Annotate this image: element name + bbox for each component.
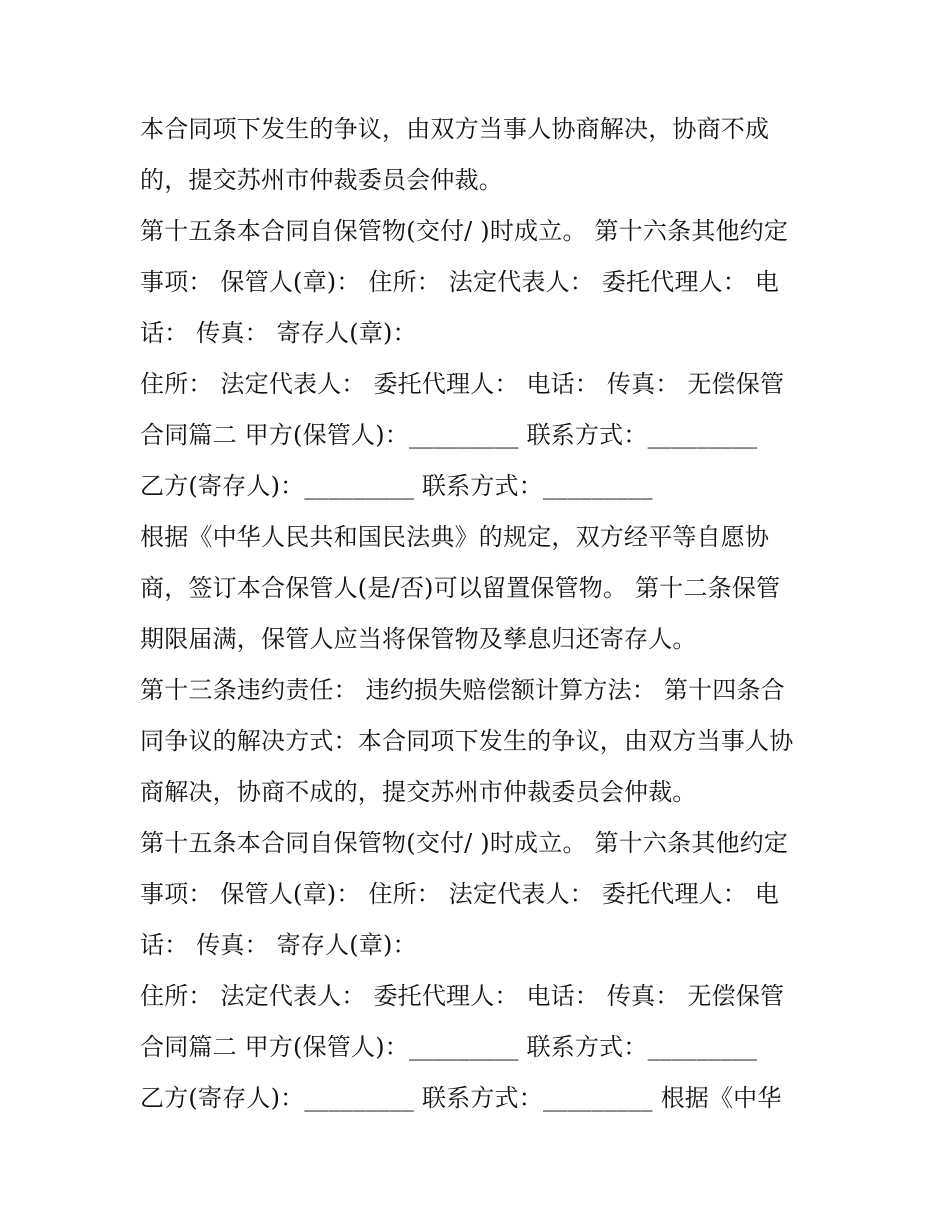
text-line: 期限届满，保管人应当将保管物及孳息归还寄存人。 [140,625,697,653]
text-line: 话： 传真： 寄存人(章)： [140,931,417,959]
text-line: 商，签订本合保管人(是/否)可以留置保管物。 第十二条保管 [140,574,781,602]
text-line: 住所： 法定代表人： 委托代理人： 电话： 传真： 无偿保管 [140,370,785,398]
text-line: 第十三条违约责任： 违约损失赔偿额计算方法： 第十四条合 [140,676,785,704]
text-line: 住所： 法定代表人： 委托代理人： 电话： 传真： 无偿保管 [140,982,785,1010]
text-line: 话： 传真： 寄存人(章)： [140,319,417,347]
text-line: 合同篇二 甲方(保管人)：_________ 联系方式：_________ [140,421,758,449]
document-body [140,104,830,1124]
text-line: 同争议的解决方式：本合同项下发生的争议，由双方当事人协 [140,727,794,755]
text-line: 商解决，协商不成的，提交苏州市仲裁委员会仲裁。 [140,778,697,806]
text-line: 乙方(寄存人)：_________ 联系方式：_________ [140,472,653,500]
text-line: 乙方(寄存人)：_________ 联系方式：_________ 根据《中华 [140,1084,782,1112]
text-line: 第十五条本合同自保管物(交付/ )时成立。 第十六条其他约定 [140,829,789,857]
text-line: 第十五条本合同自保管物(交付/ )时成立。 第十六条其他约定 [140,217,789,245]
text-line: 事项： 保管人(章)： 住所： 法定代表人： 委托代理人： 电 [140,268,780,296]
text-line: 本合同项下发生的争议，由双方当事人协商解决，协商不成 [140,115,770,143]
text-line: 根据《中华人民共和国民法典》的规定，双方经平等自愿协 [140,523,770,551]
text-line: 事项： 保管人(章)： 住所： 法定代表人： 委托代理人： 电 [140,880,780,908]
text-line: 的，提交苏州市仲裁委员会仲裁。 [140,166,503,194]
text-line: 合同篇二 甲方(保管人)：_________ 联系方式：_________ [140,1033,758,1061]
